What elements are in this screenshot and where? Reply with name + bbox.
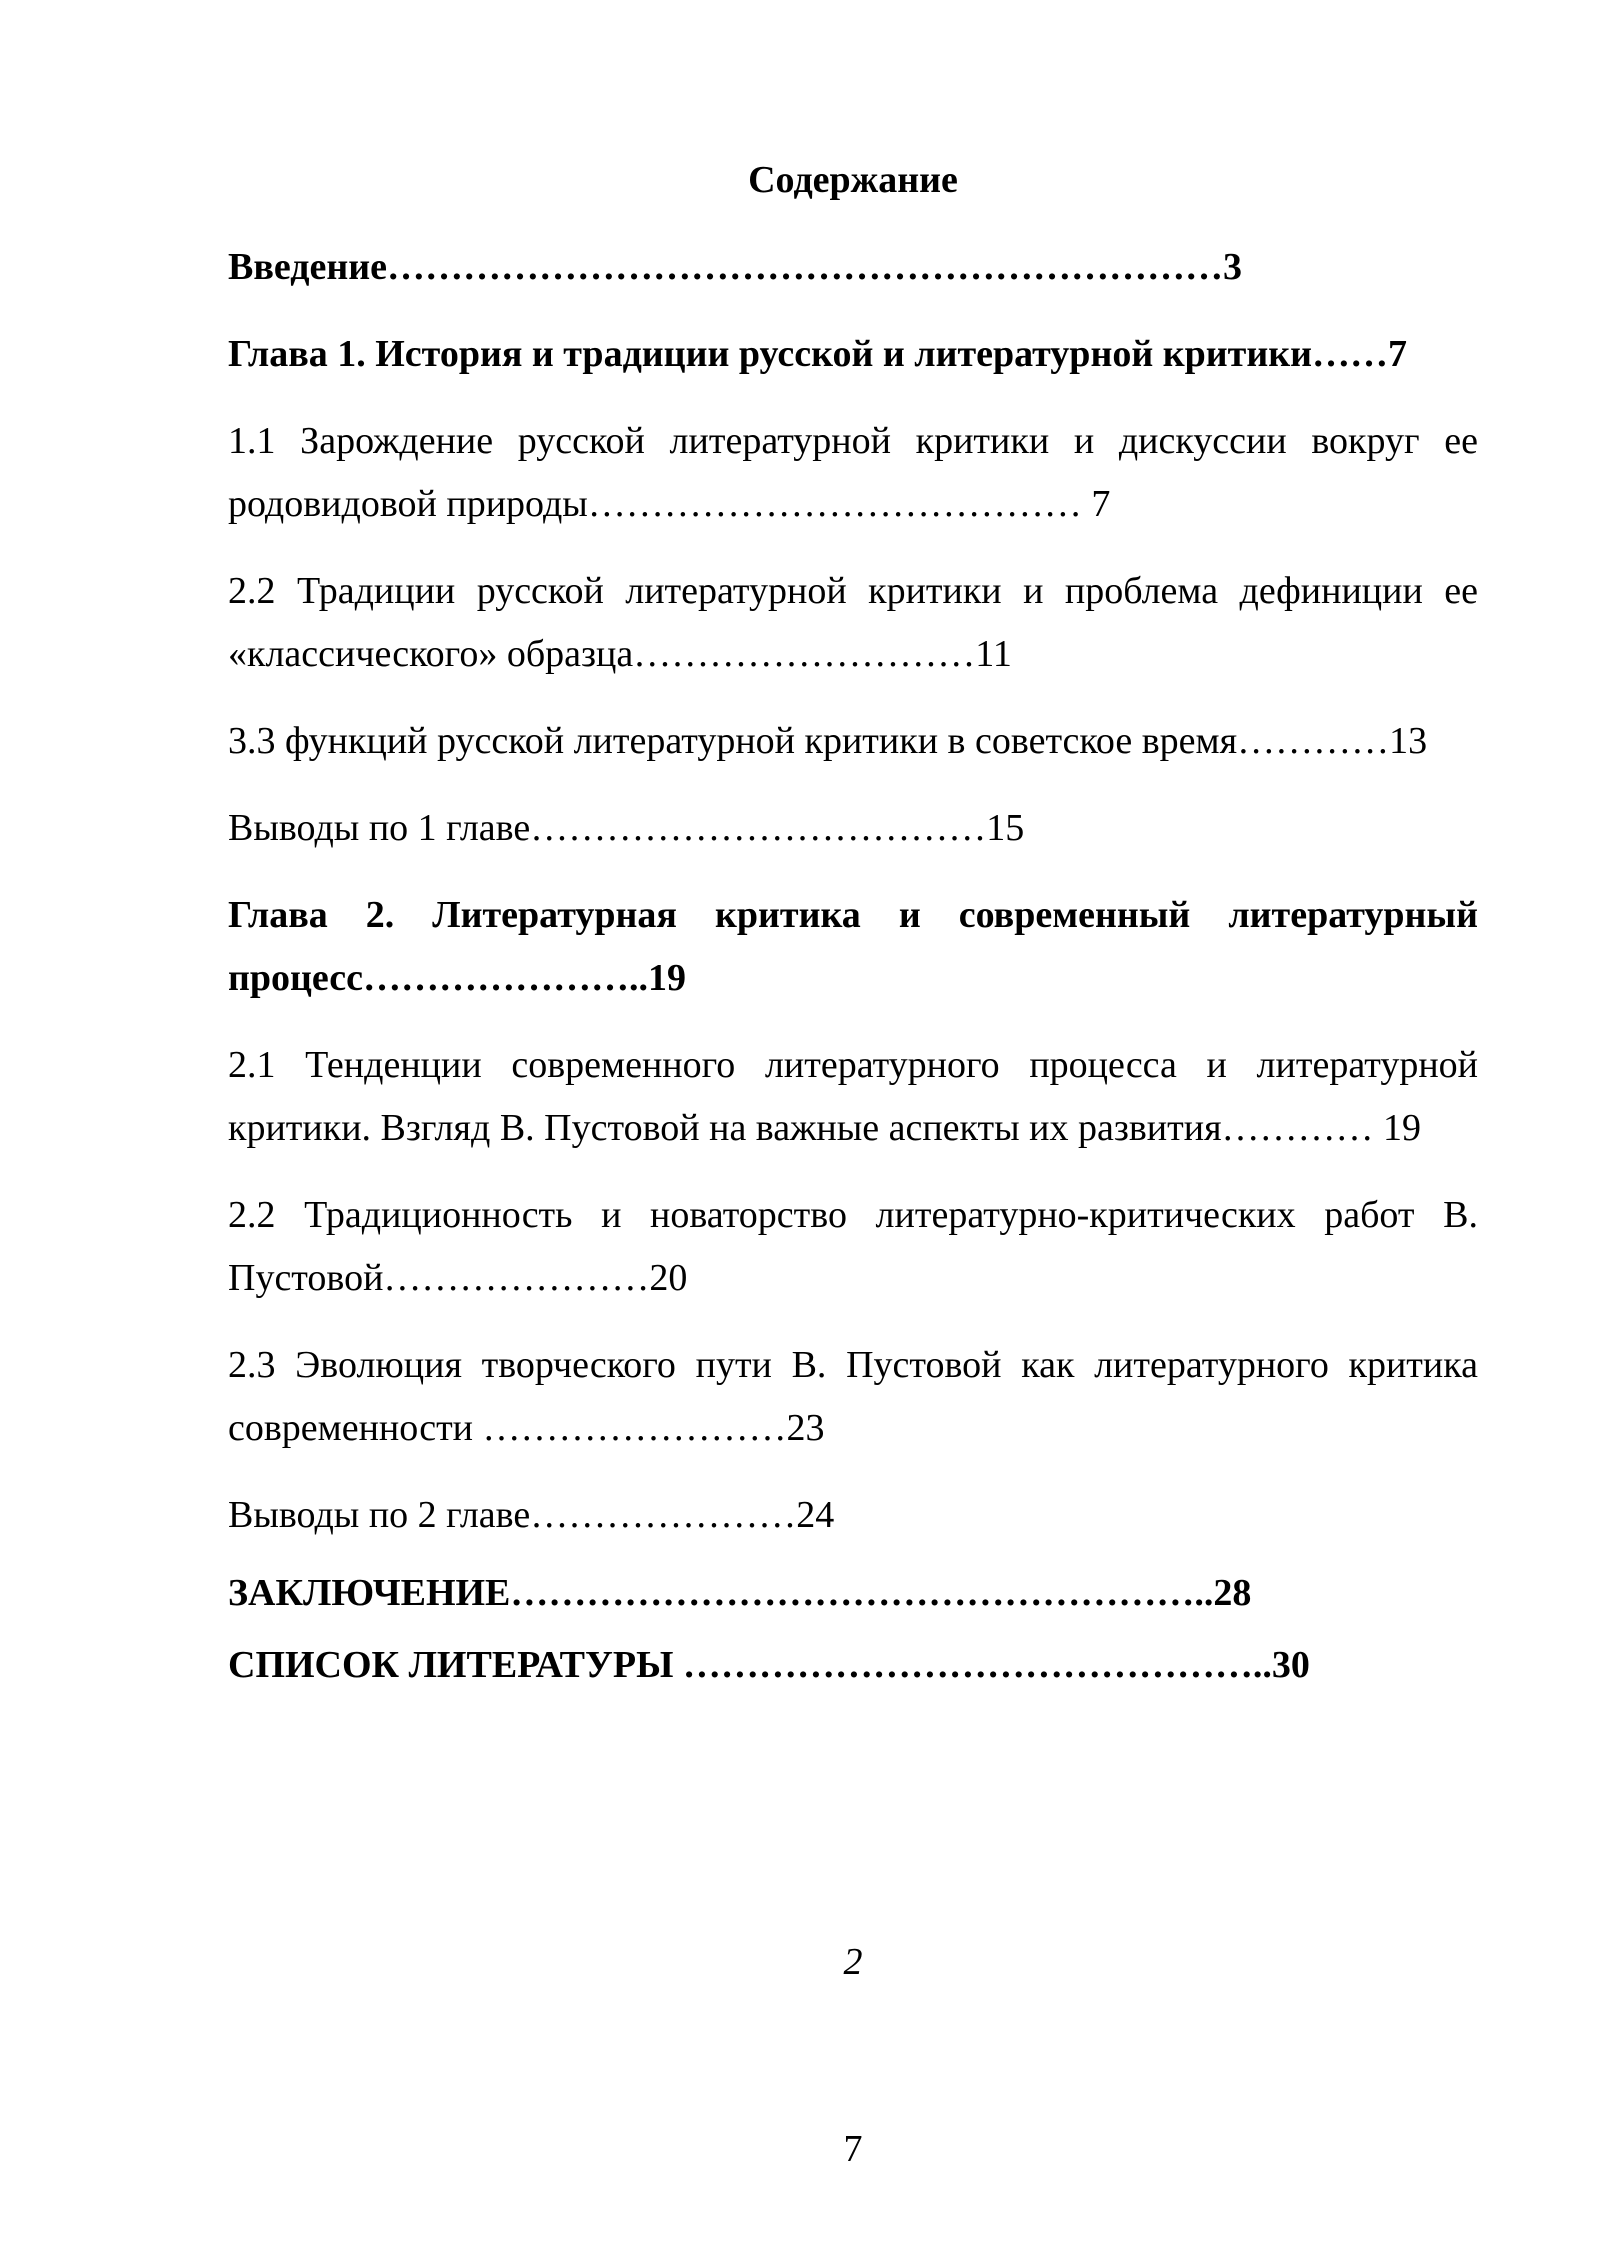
toc-entry-line: Глава 2. Литературная критика и современный литературный bbox=[228, 894, 1478, 936]
toc-entry-line: 3.3 функций русской литературной критики в советское время…………13 bbox=[228, 720, 1428, 762]
toc-entry-line: Глава 1. История и традиции русской и литературной критики……7 bbox=[228, 333, 1408, 375]
toc-entry-line: «классического» образца………………………11 bbox=[228, 633, 1012, 675]
toc-entry-chapter2 bbox=[228, 884, 1478, 1010]
toc-entry-chapter1 bbox=[228, 323, 1478, 386]
toc-entry-line: современности ……………………23 bbox=[228, 1407, 825, 1449]
toc-entry-1-1 bbox=[228, 410, 1478, 536]
toc-entry-line: 2.2 Традиционность и новаторство литературно-критических работ В. bbox=[228, 1194, 1478, 1236]
toc-entry-line: критики. Взгляд В. Пустовой на важные аспекты их развития………… 19 bbox=[228, 1107, 1422, 1149]
page-title: Содержание bbox=[748, 159, 958, 201]
toc-entry-conclusions-ch2 bbox=[228, 1484, 1478, 1547]
toc-entry-zakluchenie bbox=[228, 1562, 1478, 1625]
toc-entry-line: 2.1 Тенденции современного литературного процесса и литературной bbox=[228, 1044, 1478, 1086]
toc-entry-2-3 bbox=[228, 1334, 1478, 1460]
toc-content bbox=[228, 0, 1478, 2181]
toc-entry-line: родовидовой природы………………………………… 7 bbox=[228, 483, 1111, 525]
toc-entry-2-2b bbox=[228, 1184, 1478, 1310]
toc-entry-line: Выводы по 2 главе…………………24 bbox=[228, 1494, 835, 1536]
toc-entry-line: 1.1 Зарождение русской литературной критики и дискуссии вокруг ее bbox=[228, 420, 1478, 462]
footer-page-number: 2 bbox=[843, 1941, 863, 1983]
toc-entry-line: 2.3 Эволюция творческого пути В. Пустовой как литературного критика bbox=[228, 1344, 1478, 1386]
toc-entry-line: Выводы по 1 главе………………………………15 bbox=[228, 807, 1025, 849]
toc-entry-line: ЗАКЛЮЧЕНИЕ………………………………………………..28 bbox=[228, 1572, 1252, 1614]
toc-entry-conclusions-ch1 bbox=[228, 797, 1478, 860]
toc-entry-spisok-literatury bbox=[228, 1634, 1478, 1697]
toc-entry-line: СПИСОК ЛИТЕРАТУРЫ ………………………………………..30 bbox=[228, 1644, 1310, 1686]
toc-entry-2-2 bbox=[228, 560, 1478, 686]
toc-entry-3-3 bbox=[228, 710, 1478, 773]
toc-entry-2-1 bbox=[228, 1034, 1478, 1160]
toc-entry-line: Введение…………………………………………………………3 bbox=[228, 246, 1242, 288]
bottom-page-number: 7 bbox=[843, 2128, 863, 2170]
toc-entry-introduction bbox=[228, 236, 1478, 299]
toc-entry-line: 2.2 Традиции русской литературной критики и проблема дефиниции ее bbox=[228, 570, 1478, 612]
toc-entry-line: процесс…………………..19 bbox=[228, 957, 686, 999]
toc-entry-line: Пустовой…………………20 bbox=[228, 1257, 688, 1299]
